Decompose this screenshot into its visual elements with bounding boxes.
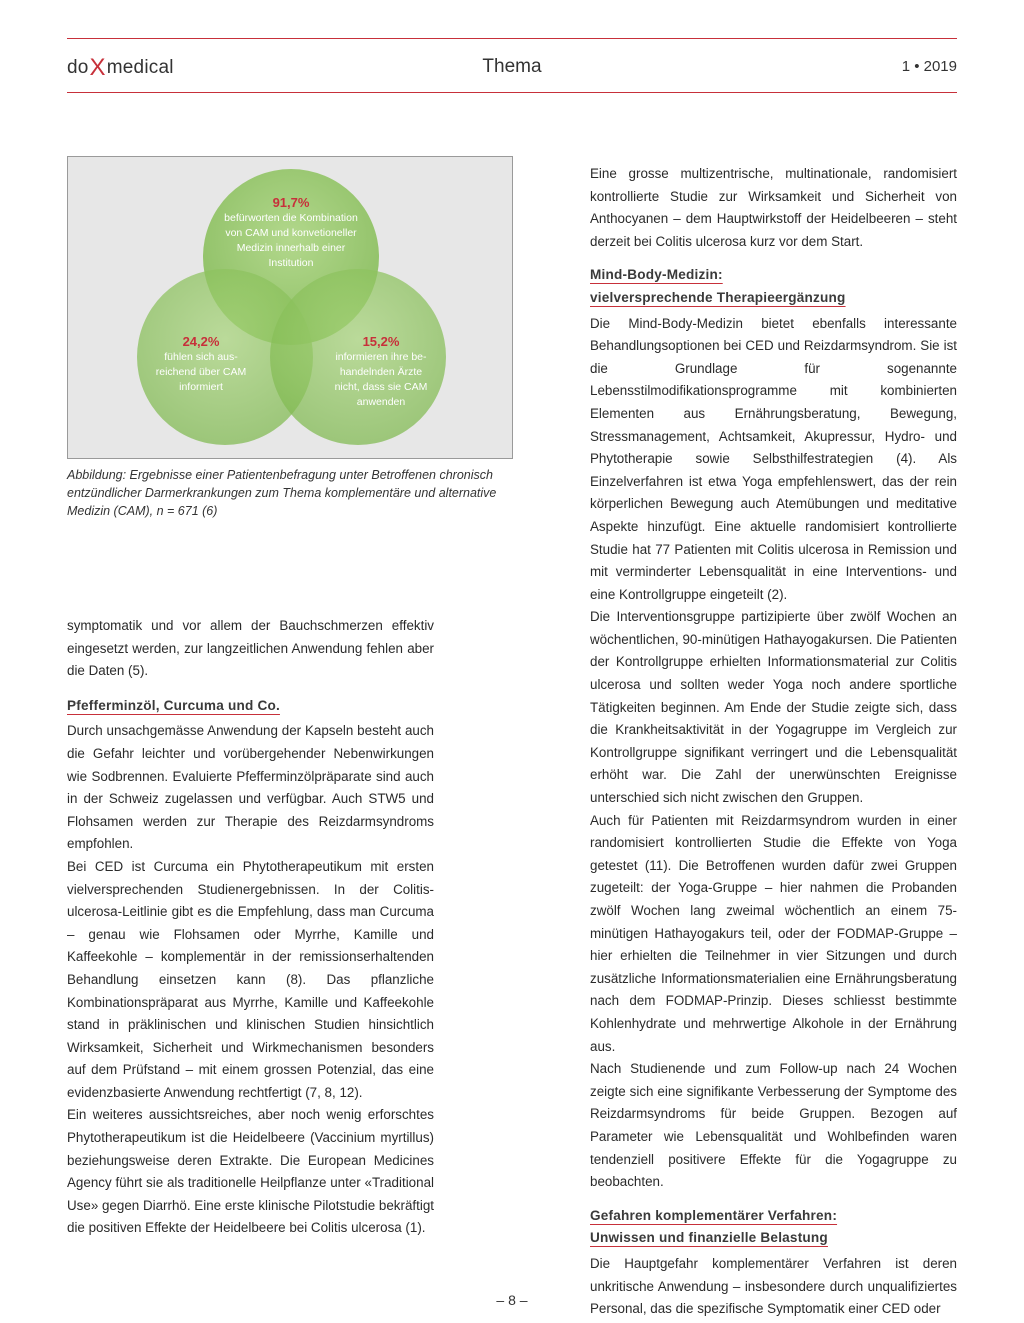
page-number: – 8 – bbox=[496, 1292, 528, 1308]
paragraph: Nach Studienende und zum Follow-up nach 24 Wochen zeigte sich eine signifikante Verbesserung der Symptome des Reizdarmsyndroms für beide Gruppen. Bezogen auf Parameter wie Lebensqualität und Wohlbefinden waren tendenziell positivere Effekte für die Yogagruppe zu beobachten. bbox=[590, 1061, 957, 1190]
paragraph: Ein weiteres aussichtsreiches, aber noch wenig erforschtes Phytotherapeutikum ist die Heidelbeere (Vaccinium myrtillus) beziehungsweise deren Extrakte. Die European Medicines Agency führt sie als traditionelle Heilpflanze unter «Traditional Use» gegen Diarrhö. Eine erste klinische Pilotstudie bekräftigt die positiven Effekte der Heidelbeere bei Colitis ulcerosa (1). bbox=[67, 1107, 434, 1236]
right-label-3: nicht, dass sie CAM bbox=[334, 381, 428, 393]
left-label-1: fühlen sich aus- bbox=[164, 351, 238, 363]
brand-logo: doXmedical bbox=[67, 54, 174, 81]
top-label-4: Institution bbox=[268, 257, 314, 269]
paragraph: Eine grosse multizentrische, multinationale, randomisiert kontrollierte Studie zur Wirksamkeit und Sicherheit von Anthocyanen – dem Hauptwirkstoff der Heidelbeeren – steht derzeit bei Colitis ulcerosa kurz vor dem Start. bbox=[590, 166, 957, 249]
paragraph: Die Mind-Body-Medizin bietet ebenfalls interessante Behandlungsoptionen bei CED und Reizdarmsyndrom. Sie ist die Grundlage für sogenannte Lebensstilmodifikationsprogramme mit kombinierten Elementen aus Ernährungsberatung, Bewegung, Stressmanagement, Achtsamkeit, Akupressur, Hydro- und Phytotherapie sowie Selbsthilfestrategien (4). Als Einzelverfahren ist etwa Yoga empfehlenswert, das der rein körperlichen Bewegung auch Atemübungen und meditative Aspekte hinzufügt. Eine aktuelle randomisiert kontrollierte Studie hat 77 Patienten mit Colitis ulcerosa in Remission und mit verminderter Lebensqualität in eine Interventions- und eine Kontrollgruppe eingeteilt (2). bbox=[590, 315, 957, 602]
paragraph: Bei CED ist Curcuma ein Phytotherapeutikum mit ersten vielversprechenden Studienergebnissen. In der Colitis-ulcerosa-Leitlinie gibt es die Empfehlung, dass man Curcuma – genau wie Flohsamen oder Myrrhe, Kamille und Kaffeekohle – komplementär in der remissionserhaltenden Behandlung einsetzen kann (8). Das pflanzliche Kombinationspräparat aus Myrrhe, Kamille und Kaffeekohle stand in präklinischen und klinischen Studien hinsichtlich Wirksamkeit, Sicherheit und Wirkmechanismen besonders auf dem Prüfstand – mit einem grossen Potenzial, das eine evidenzbasierte Anwendung rechtfertigt (7, 8, 12). bbox=[67, 858, 434, 1100]
paragraph: Auch für Patienten mit Reizdarmsyndrom wurden in einer randomisiert kontrollierten Studie die Effekte von Yoga getestet (11). Die Betroffenen wurden dafür zwei Gruppen zugeteilt: der Yoga-Gruppe – hier nahmen die Probanden zwölf Wochen lang zweimal wöchentlich an einem 75-minütigen Hathayogakurs teil, oder der FODMAP-Gruppe – hier erhielten die Teilnehmer in vier Sitzungen und durch zusätzliche Informationsmaterialien eine Ernährungsberatung nach dem FODMAP-Prinzip. Dieses schliesst bestimmte Kohlenhydrate und mehrwertige Alkohole in der Ernährung aus. bbox=[590, 812, 957, 1054]
figure-caption: Abbildung: Ergebnisse einer Patientenbefragung unter Betroffenen chronisch entzündlicher Darmerkrankungen zum Thema komplementäre und alternative Medizin (CAM), n = 671 (6) bbox=[67, 468, 497, 518]
paragraph: Die Interventionsgruppe partizipierte über zwölf Wochen an wöchentlichen, 90-minütigen Hathayogakursen. Die Patienten der Kontrollgruppe erhielten Informationsmaterial zur Colitis ulcerosa und sollten weder Yoga noch andere sportliche Tätigkeiten beginnen. Am Ende der Studie zeigte sich, dass die Krankheitsaktivität in der Yogagruppe im Vergleich zur Kontrollgruppe signifikant verringert und die Lebensqualität erhöht war. Die Zahl der unerwünschten Ereignisse unterschied sich nicht zwischen den Gruppen. bbox=[590, 609, 957, 806]
section-heading-sub: vielversprechende Therapieergänzung bbox=[590, 289, 846, 305]
paragraph: Die Hauptgefahr komplementärer Verfahren ist deren unkritische Anwendung – insbesondere durch unqualifiziertes Personal, das die spezifische Symptomatik einer CED oder bbox=[590, 1255, 957, 1317]
top-label-3: Medizin innerhalb einer bbox=[236, 242, 346, 254]
top-label-1: befürworten die Kombination bbox=[224, 212, 358, 224]
top-value: 91,7% bbox=[272, 195, 310, 210]
venn-figure bbox=[67, 156, 513, 459]
section-heading: Mind-Body-Medizin: bbox=[590, 267, 723, 283]
left-column bbox=[67, 615, 434, 1240]
header-rule-top bbox=[67, 38, 957, 39]
header-rule-bottom bbox=[67, 92, 957, 93]
right-label-2: handelnden Ärzte bbox=[339, 366, 423, 378]
venn-diagram bbox=[68, 157, 513, 459]
section-heading: Pfefferminzöl, Curcuma und Co. bbox=[67, 697, 280, 713]
right-label-4: anwenden bbox=[356, 396, 406, 408]
paragraph: symptomatik und vor allem der Bauchschmerzen effektiv eingesetzt werden, zur langzeitlichen Anwendung fehlen aber die Daten (5). bbox=[67, 618, 434, 679]
paragraph: Durch unsachgemässe Anwendung der Kapseln besteht auch die Gefahr leichter und vorübergehender Nebenwirkungen wie Sodbrennen. Evaluierte Pfefferminzölpräparate sind auch in der Schweiz zugelassen und verfügbar. Auch STW5 und Flohsamen werden zur Therapie des Reizdarmsyndroms empfohlen. bbox=[67, 723, 434, 852]
right-label-1: informieren ihre be- bbox=[335, 351, 427, 363]
issue-number: 1 • 2019 bbox=[901, 58, 957, 75]
left-label-2: reichend über CAM bbox=[155, 366, 247, 378]
section-title: Thema bbox=[482, 56, 542, 77]
left-value: 24,2% bbox=[182, 334, 220, 349]
right-value: 15,2% bbox=[362, 334, 400, 349]
right-column bbox=[590, 163, 957, 1321]
section-heading-sub: Unwissen und finanzielle Belastung bbox=[590, 1230, 828, 1246]
top-label-2: von CAM und konvetioneller bbox=[225, 227, 357, 239]
section-heading: Gefahren komplementärer Verfahren: bbox=[590, 1207, 838, 1223]
left-label-3: informiert bbox=[179, 381, 223, 393]
